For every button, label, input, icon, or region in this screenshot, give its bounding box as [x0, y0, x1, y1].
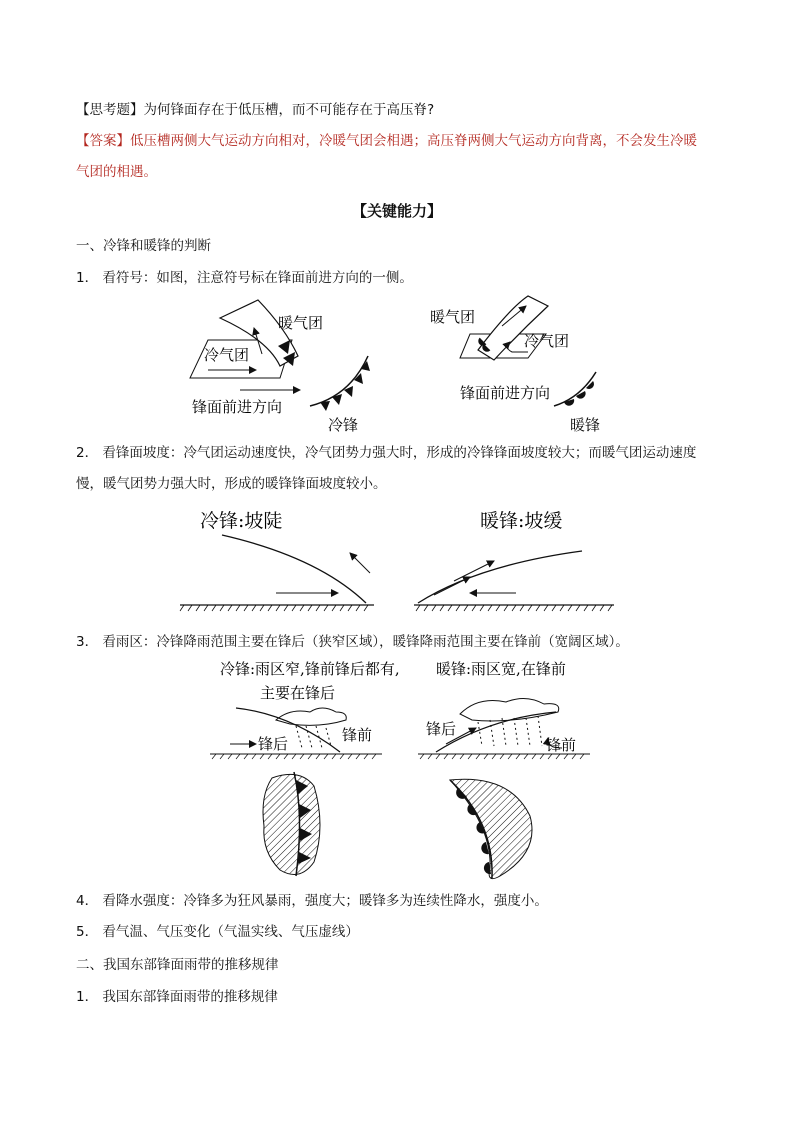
- cold-front-triangles: [320, 361, 370, 411]
- front-slope-figure: [178, 505, 618, 623]
- warm-cold-mass-label: 冷气团: [524, 332, 570, 350]
- cold-direction-label: 锋面前进方向: [192, 398, 283, 416]
- item-1-symbol: 1． 看符号：如图，注意符号标在锋面前进方向的一侧。: [76, 270, 413, 286]
- answer-text-1: 低压槽两侧大气运动方向相对，冷暖气团会相遇；高压脊两侧大气运动方向背离，不会发生冷暖: [130, 133, 697, 149]
- cold-rain-map: [263, 772, 320, 876]
- warm-cloud: [460, 698, 559, 721]
- ground-hatch: [180, 605, 368, 611]
- warm-lift-arrow: [350, 553, 370, 573]
- question-line: [76, 100, 434, 120]
- part1-heading: 一、冷锋和暖锋的判断: [76, 238, 211, 254]
- answer-label: 【答案】: [76, 133, 130, 149]
- cold-rain-profile: [210, 708, 382, 759]
- answer-line-2: 气团的相遇。: [76, 164, 157, 180]
- warm-direction-label: 锋面前进方向: [460, 384, 551, 402]
- warm-slope-diagram: [414, 551, 614, 611]
- warm-front-semicircles: [564, 381, 594, 406]
- warm-front-label: 暖锋: [570, 416, 601, 434]
- section-title: 【关键能力】: [351, 202, 442, 220]
- ground-hatch: [420, 754, 584, 759]
- question-text: 为何锋面存在于低压槽，而不可能存在于高压脊?: [143, 102, 435, 118]
- item-4-intensity: 4． 看降水强度：冷锋多为狂风暴雨，强度大；暖锋多为连续性降水，强度小。: [76, 893, 548, 909]
- cold-rain-dashes: [296, 726, 331, 748]
- warm-behind-label: 锋后: [426, 720, 457, 738]
- answer-line-1: [76, 131, 697, 151]
- warm-rain-profile: [418, 698, 590, 759]
- cold-front-label: 冷锋: [328, 416, 359, 434]
- warm-rain-caption: 暖锋:雨区宽,在锋前: [436, 660, 566, 678]
- warm-warm-mass-label: 暖气团: [430, 308, 476, 326]
- cold-rain-note: 主要在锋后: [260, 684, 336, 702]
- warm-rain-map: [450, 779, 532, 878]
- ground-hatch: [416, 605, 612, 611]
- cold-rain-zone: [263, 774, 320, 874]
- item-3-rain-area: 3． 看雨区：冷锋降雨范围主要在锋后（狭窄区域），暖锋降雨范围主要在锋前（宽阔区域）。: [76, 634, 629, 650]
- cold-rain-caption: 冷锋:雨区窄,锋前锋后都有,: [220, 660, 400, 678]
- warm-front-diagram: [430, 296, 600, 434]
- cold-front-diagram: [190, 300, 370, 434]
- item-2-slope-line-1: 2． 看锋面坡度：冷气团运动速度快，冷气团势力强大时，形成的冷锋锋面坡度较大；而暖气团运动速度: [76, 445, 697, 461]
- cold-cold-mass-label: 冷气团: [204, 346, 250, 364]
- item-5-temp-pressure: 5． 看气温、气压变化（气温实线、气压虚线）: [76, 924, 359, 940]
- ground-hatch: [212, 754, 376, 759]
- rain-area-figure: [210, 656, 590, 888]
- warm-rise-arrow-2: [434, 577, 470, 595]
- cold-cloud: [276, 708, 346, 725]
- warm-front-side-label: 锋前: [546, 736, 577, 754]
- cold-warm-mass-label: 暖气团: [278, 314, 324, 332]
- cold-slope-diagram: [180, 535, 374, 611]
- question-label: 【思考题】: [76, 102, 144, 118]
- part2-heading: 二、我国东部锋面雨带的推移规律: [76, 957, 279, 973]
- warm-slope-title: 暖锋:坡缓: [480, 510, 563, 532]
- cold-behind-label: 锋后: [258, 735, 289, 753]
- warm-front-line: [554, 372, 596, 406]
- cold-front-side-label: 锋前: [342, 726, 373, 744]
- warm-gentle-front: [418, 551, 582, 603]
- cold-slope-title: 冷锋:坡陡: [200, 510, 283, 532]
- item-2-slope-line-2: 慢，暖气团势力强大时，形成的暖锋锋面坡度较小。: [76, 476, 387, 492]
- front-symbol-figure: [180, 298, 620, 438]
- part2-item-1: 1． 我国东部锋面雨带的推移规律: [76, 989, 278, 1005]
